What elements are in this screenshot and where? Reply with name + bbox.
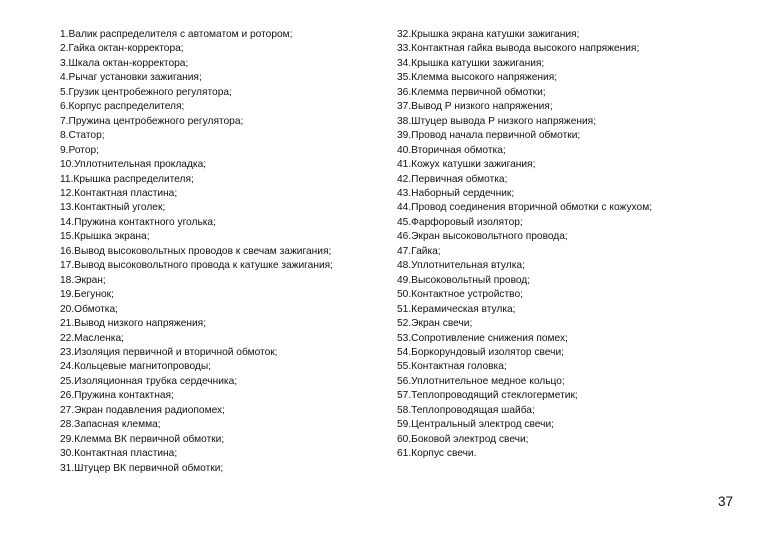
part-list-item: 44.Провод соединения вторичной обмотки с кожухом;	[397, 202, 653, 214]
part-list-item: 54.Боркорундовый изолятор свечи;	[397, 346, 564, 358]
part-list-item: 22.Масленка;	[60, 332, 124, 344]
part-list-item: 30.Контактная пластина;	[60, 448, 178, 460]
part-list-item: 56.Уплотнительное медное кольцо;	[397, 375, 565, 387]
part-list-item: 20.Обмотка;	[60, 303, 118, 315]
part-list-item: 40.Вторичная обмотка;	[397, 144, 506, 156]
part-list-item: 7.Пружина центробежного регулятора;	[60, 115, 244, 127]
part-list-item: 18.Экран;	[60, 274, 106, 286]
part-list-item: 34.Крышка катушки зажигания;	[397, 57, 545, 69]
part-list-item: 10.Уплотнительная прокладка;	[60, 159, 207, 171]
parts-list-left-column	[60, 28, 333, 476]
part-list-item: 1.Валик распределителя с автоматом и ротором;	[60, 29, 293, 40]
part-list-item: 15.Крышка экрана;	[60, 231, 150, 243]
part-list-item: 52.Экран свечи;	[397, 318, 473, 330]
part-list-item: 28.Запасная клемма;	[60, 419, 161, 431]
part-list-item: 13.Контактный уголек;	[60, 202, 166, 214]
part-list-item: 8.Статор;	[60, 130, 105, 142]
part-list-item: 4.Рычаг установки зажигания;	[60, 72, 202, 84]
part-list-item: 3.Шкала октан-корректора;	[60, 57, 189, 69]
part-list-item: 36.Клемма первичной обмотки;	[397, 86, 546, 98]
part-list-item: 47.Гайка;	[397, 245, 441, 257]
part-list-item: 38.Штуцер вывода Р низкого напряжения;	[397, 115, 597, 127]
part-list-item: 53.Сопротивление снижения помех;	[397, 332, 568, 344]
part-list-item: 25.Изоляционная трубка сердечника;	[60, 375, 238, 387]
part-list-item: 5.Грузик центробежного регулятора;	[60, 86, 232, 98]
part-list-item: 39.Провод начала первичной обмотки;	[397, 130, 581, 142]
part-list-item: 55.Контактная головка;	[397, 361, 507, 373]
part-list-item: 33.Контактная гайка вывода высокого напряжения;	[397, 43, 640, 55]
part-list-item: 60.Боковой электрод свечи;	[397, 433, 529, 445]
part-list-item: 46.Экран высоковольтного провода;	[397, 231, 568, 243]
part-list-item: 21.Вывод низкого напряжения;	[60, 318, 207, 330]
page-number: 37	[718, 494, 734, 509]
part-list-item: 61.Корпус свечи.	[397, 448, 477, 460]
part-list-item: 23.Изоляция первичной и вторичной обмоток;	[60, 346, 278, 358]
part-list-item: 45.Фарфоровый изолятор;	[397, 216, 523, 228]
part-list-item: 48.Уплотнительная втулка;	[397, 260, 525, 272]
part-list-item: 58.Теплопроводящая шайба;	[397, 404, 535, 416]
part-list-item: 37.Вывод Р низкого напряжения;	[397, 101, 553, 113]
part-list-item: 24.Кольцевые магнитопроводы;	[60, 361, 212, 373]
part-list-item: 26.Пружина контактная;	[60, 390, 174, 402]
parts-list-right-column	[397, 28, 652, 462]
part-list-item: 27.Экран подавления радиопомех;	[60, 404, 225, 416]
part-list-item: 59.Центральный электрод свечи;	[397, 419, 554, 431]
part-list-item: 41.Кожух катушки зажигания;	[397, 159, 536, 171]
part-list-item: 9.Ротор;	[60, 144, 99, 156]
part-list-item: 51.Керамическая втулка;	[397, 303, 516, 315]
part-list-item: 31.Штуцер ВК первичной обмотки;	[60, 462, 224, 474]
part-list-item: 2.Гайка октан-корректора;	[60, 43, 184, 55]
part-list-item: 49.Высоковольтный провод;	[397, 274, 531, 286]
part-list-item: 17.Вывод высоковольтного провода к катушке зажигания;	[60, 260, 333, 272]
part-list-item: 12.Контактная пластина;	[60, 187, 178, 199]
part-list-item: 50.Контактное устройство;	[397, 289, 523, 301]
part-list-item: 35.Клемма высокого напряжения;	[397, 72, 558, 84]
part-list-item: 16.Вывод высоковольтных проводов к свечам зажигания;	[60, 245, 332, 257]
part-list-item: 19.Бегунок;	[60, 289, 114, 301]
part-list-item: 29.Клемма ВК первичной обмотки;	[60, 433, 225, 445]
part-list-item: 6.Корпус распределителя;	[60, 101, 185, 113]
part-list-item: 11.Крышка распределителя;	[60, 173, 194, 185]
part-list-item: 14.Пружина контактного уголька;	[60, 216, 216, 228]
part-list-item: 57.Теплопроводящий стеклогерметик;	[397, 390, 578, 402]
part-list-item: 32.Крышка экрана катушки зажигания;	[397, 29, 580, 40]
part-list-item: 43.Наборный сердечник;	[397, 187, 515, 199]
part-list-item: 42.Первичная обмотка;	[397, 173, 508, 185]
